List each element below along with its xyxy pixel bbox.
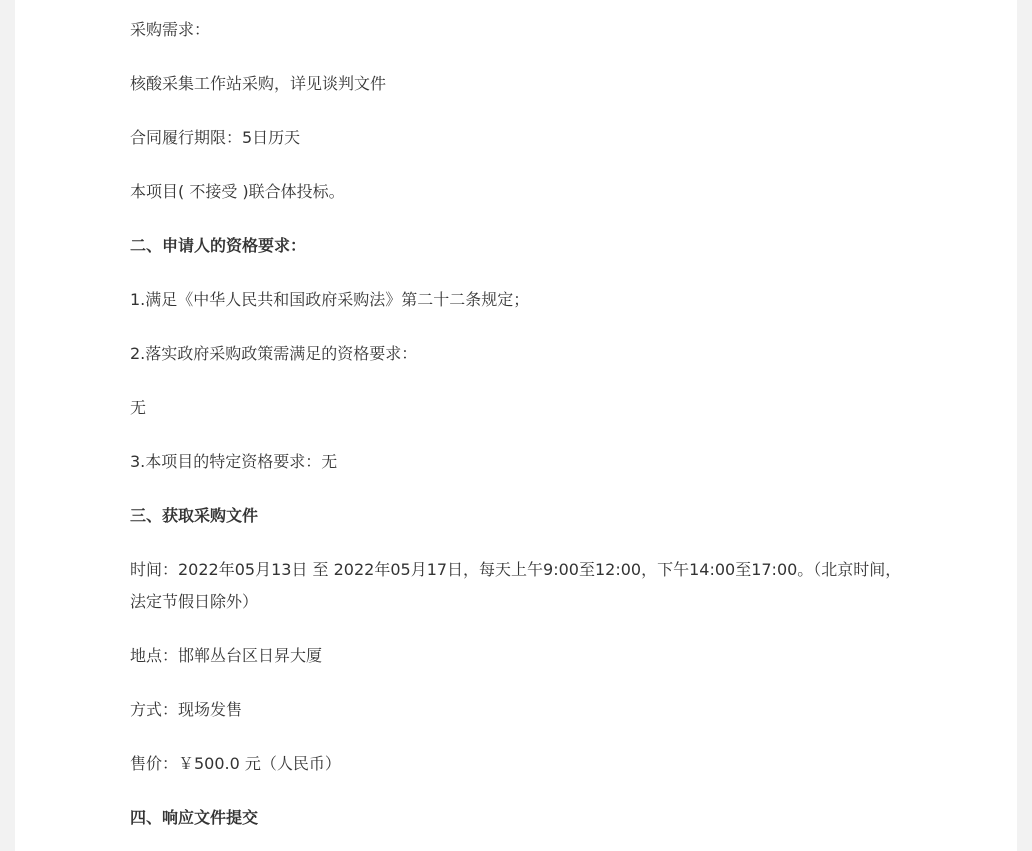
document-price-text: 售价：￥500.0 元（人民币）	[130, 754, 341, 773]
qualification-item-2-value: 无	[130, 398, 147, 417]
consortium-bid-text: 本项目( 不接受 )联合体投标。	[130, 182, 345, 201]
contract-period-text: 合同履行期限：5日历天	[130, 128, 301, 147]
procurement-needs-label: 采购需求：	[130, 20, 211, 39]
section-heading-qualification: 二、申请人的资格要求：	[130, 236, 307, 255]
obtain-place-text: 地点：邯郸丛台区日昇大厦	[130, 646, 323, 665]
document-page	[15, 0, 1017, 851]
section-heading-response-submission: 四、响应文件提交	[130, 808, 259, 827]
procurement-needs-text: 核酸采集工作站采购，详见谈判文件	[130, 74, 387, 93]
obtain-time-text: 时间：2022年05月13日 至 2022年05月17日，每天上午9:00至12:00，下午14:00至17:00。（北京时间，法定节假日除外）	[130, 560, 902, 611]
qualification-item-2: 2.落实政府采购政策需满足的资格要求：	[130, 344, 418, 363]
qualification-item-3: 3.本项目的特定资格要求：无	[130, 452, 338, 471]
obtain-method-text: 方式：现场发售	[130, 700, 243, 719]
qualification-item-1: 1.满足《中华人民共和国政府采购法》第二十二条规定；	[130, 290, 530, 309]
section-heading-obtain-documents: 三、获取采购文件	[130, 506, 259, 525]
